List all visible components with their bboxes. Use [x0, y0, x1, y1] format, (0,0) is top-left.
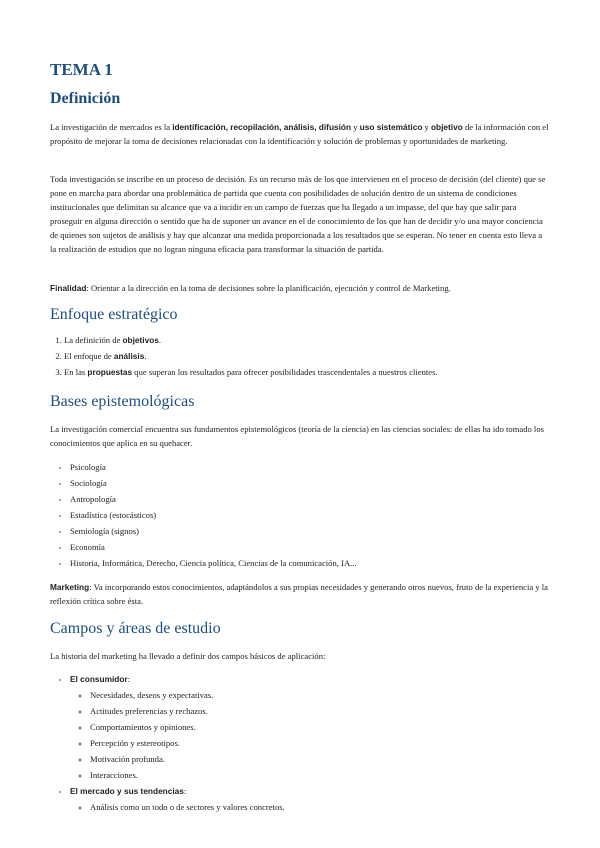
list-item — [64, 332, 564, 348]
finalidad-label: Finalidad — [50, 283, 87, 293]
bold-term: objetivos — [122, 335, 159, 345]
heading-campos: Campos y áreas de estudio — [50, 620, 221, 637]
text-run: y — [351, 122, 360, 132]
colon: : — [183, 786, 187, 796]
list-item: • Economía — [70, 539, 570, 555]
list-item: ◦ Comportamientos y opiniones. — [90, 719, 570, 735]
text-run: La investigación de mercados es la — [50, 122, 173, 132]
campos-list — [50, 671, 570, 815]
list-item: • Sociología — [70, 475, 570, 491]
list-item: • Semiología (signos) — [70, 523, 570, 539]
list-item: ◦ Actitudes preferencias y rechazos. — [90, 703, 570, 719]
page-title: TEMA 1 — [50, 60, 113, 79]
mercado-label: El mercado y sus tendencias — [70, 786, 184, 796]
text-run: En las — [64, 367, 88, 377]
heading-definicion: Definición — [50, 90, 121, 107]
text-run: El enfoque de — [64, 351, 114, 361]
list-item — [64, 348, 564, 364]
marketing-paragraph — [50, 580, 550, 608]
marketing-label: Marketing — [50, 582, 90, 592]
campos-intro: La historia del marketing ha llevado a definir dos campos básicos de aplicación: — [50, 651, 326, 661]
bases-intro: La investigación comercial encuentra sus fundamentos epistemológicos (teoría de la ciencia) en las ciencias sociales: de ellas ha ido tomado los conocimientos que aplica en su quehacer. — [50, 424, 544, 448]
proceso-decision-paragraph: Toda investigación se inscribe en un proceso de decisión. Es un recurso más de los que intervienen en el proceso de decisión (del cliente) que se pone en marcha para abordar una problemática de partida que cuenta con posibilidades de solución dentro de un sistema de condiciones institucionales que delimitan su alcance que va a incidir en un campo de fuerzas que ha llegado a un impasse, del que hay que salir para proseguir en alguna dirección o sentido que ha de suponer un avance en el de conocimiento de los que han de decidir y/o una mayor conciencia de quienes son sujetos de análisis y hay que alcanzar una medida proporcionada a los resultados que se esperan. No tener en cuenta esto lleva a la realización de estudios que no logran ninguna eficacia para transformar la situación de partida. — [50, 174, 546, 254]
list-item: ◦ Necesidades, deseos y expectativas. — [90, 687, 570, 703]
consumidor-label: El consumidor — [70, 674, 128, 684]
list-item-mercado — [70, 783, 570, 815]
heading-enfoque: Enfoque estratégico — [50, 306, 178, 323]
list-item: ◦ Motivación profunda. — [90, 751, 570, 767]
list-item: • Historia, Informática, Derecho, Ciencia política, Ciencias de la comunicación, IA... — [70, 555, 570, 571]
text-run: . — [158, 335, 162, 345]
text-run: . — [144, 351, 147, 361]
text-run: de la información con el propósito de mejorar la toma de decisiones relacionadas con la identificación y solución de problemas y oportunidades de marketing. — [50, 122, 549, 146]
list-item: • Antropología — [70, 491, 570, 507]
bold-term: propuestas — [87, 367, 133, 377]
bold-term: objetivo — [430, 122, 463, 132]
consumidor-sublist — [70, 687, 570, 783]
heading-bases: Bases epistemológicas — [50, 393, 195, 410]
definicion-paragraph — [50, 120, 550, 148]
finalidad-paragraph — [50, 281, 550, 295]
text-run: La definición de — [64, 335, 123, 345]
colon: : — [127, 674, 131, 684]
list-item — [64, 364, 564, 380]
text-run: que superan los resultados para ofrecer posibilidades trascendentales a nuestros clientes. — [132, 367, 438, 377]
bases-list — [50, 459, 570, 571]
text-run: y — [422, 122, 431, 132]
list-item: • Estadística (estocásticos) — [70, 507, 570, 523]
list-item: ◦ Percepción y estereotipos. — [90, 735, 570, 751]
list-item: ◦ Análisis como un todo o de sectores y valores concretos. — [90, 799, 570, 815]
bold-term: análisis — [113, 351, 145, 361]
list-item: • Psicología — [70, 459, 570, 475]
bold-term: identificación, recopilación, análisis, difusión — [172, 122, 352, 132]
mercado-sublist — [70, 799, 570, 815]
marketing-text: : Va incorporando estos conocimientos, adaptándolos a sus propias necesidades y generando otros nuevos, fruto de la experiencia y la reflexión crítica sobre ésta. — [50, 582, 548, 606]
list-item: ◦ Interacciones. — [90, 767, 570, 783]
finalidad-text: : Orientar a la dirección en la toma de decisiones sobre la planificación, ejecución y control de Marketing. — [86, 283, 451, 293]
bold-term: uso sistemático — [359, 122, 423, 132]
list-item-consumidor — [70, 671, 570, 783]
enfoque-list — [50, 332, 564, 380]
